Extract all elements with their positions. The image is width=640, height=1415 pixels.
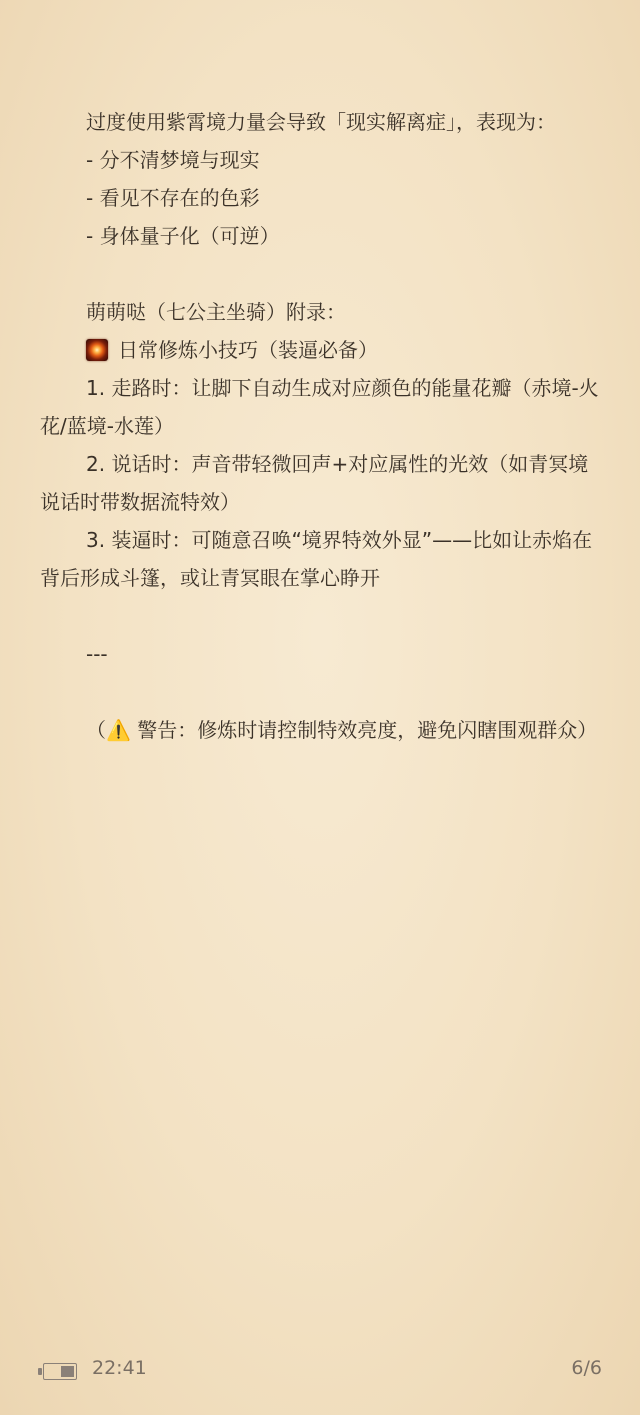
battery-icon xyxy=(38,1363,78,1380)
battery-level xyxy=(61,1366,74,1377)
reader-status-bar xyxy=(0,1355,640,1387)
page-indicator: 6/6 xyxy=(571,1357,602,1379)
tips-heading xyxy=(40,331,605,369)
clock-time: 22:41 xyxy=(92,1357,147,1379)
paragraph-gap xyxy=(40,597,605,635)
symptom-item: - 身体量子化（可逆） xyxy=(86,224,280,248)
tip-item: 3. 装逼时：可随意召唤“境界特效外显”——比如让赤焰在背后形成斗篷，或让青冥眼在掌心睁开 xyxy=(40,528,593,590)
chapter-content xyxy=(40,103,605,749)
warning-note: （⚠️ 警告：修炼时请控制特效亮度，避免闪瞎围观群众） xyxy=(86,718,598,742)
tip-item: 1. 走路时：让脚下自动生成对应颜色的能量花瓣（赤境-火花/蓝境-水莲） xyxy=(40,376,599,438)
battery-body xyxy=(43,1363,77,1380)
tips-title: 日常修炼小技巧（装逼必备） xyxy=(118,338,378,362)
fire-sparkle-icon xyxy=(86,339,108,361)
appendix-title: 萌萌哒（七公主坐骑）附录： xyxy=(86,300,346,324)
battery-tip xyxy=(38,1368,42,1375)
symptom-item: - 分不清梦境与现实 xyxy=(86,148,260,172)
tip-item: 2. 说话时：声音带轻微回声+对应属性的光效（如青冥境说话时带数据流特效） xyxy=(40,452,589,514)
section-divider: --- xyxy=(86,642,108,666)
symptom-intro: 过度使用紫霄境力量会导致「现实解离症」，表现为： xyxy=(86,110,556,134)
paragraph-gap xyxy=(40,673,605,711)
symptom-item: - 看见不存在的色彩 xyxy=(86,186,260,210)
paragraph-gap xyxy=(40,255,605,293)
